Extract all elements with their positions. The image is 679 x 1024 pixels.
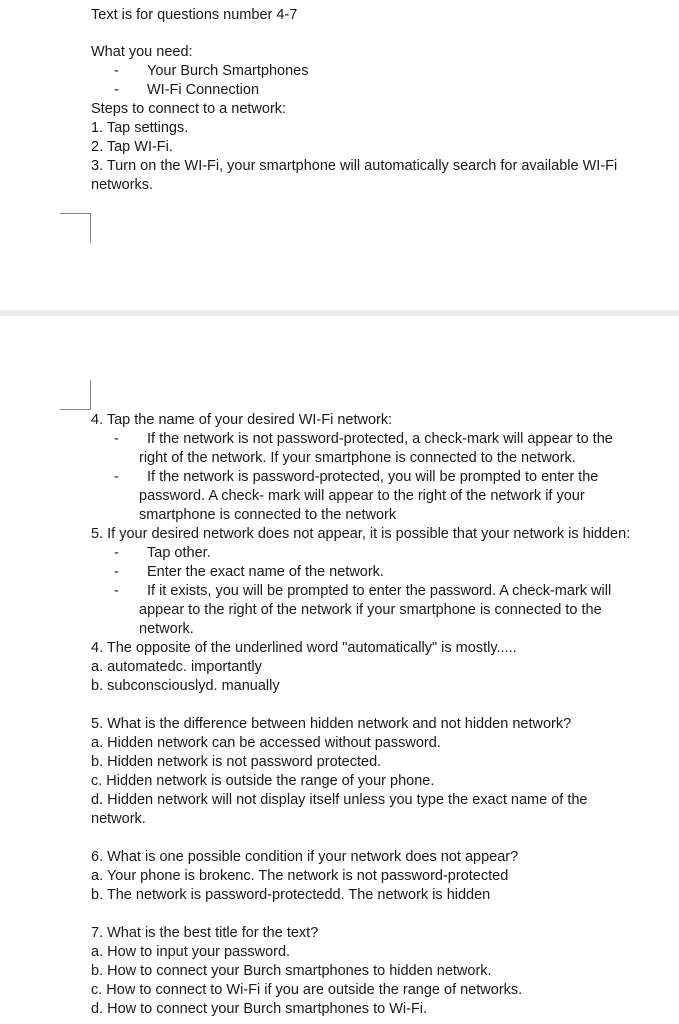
- step-5-bullet-3: If it exists, you will be prompted to enter the password. A check-mark will: [147, 583, 612, 599]
- page-margin-corner: [60, 380, 91, 410]
- question-5-option: c. Hidden network is outside the range of your phone.: [91, 773, 435, 789]
- need-heading: What you need:: [91, 44, 193, 60]
- steps-heading: Steps to connect to a network:: [91, 101, 287, 117]
- step-3: 3. Turn on the WI-Fi, your smartphone will automatically search for available WI-Fi: [91, 158, 618, 174]
- question-5-option: d. Hidden network will not display itself unless you type the exact name of the: [91, 792, 588, 808]
- bullet-dash: -: [114, 63, 119, 79]
- question-4-option: a. automatedc. importantly: [91, 659, 262, 675]
- need-item: WI-Fi Connection: [147, 82, 260, 98]
- step-5-bullet-3-cont: network.: [139, 621, 194, 637]
- step-5-bullet-2: Enter the exact name of the network.: [147, 564, 384, 580]
- step-2: 2. Tap WI-Fi.: [91, 139, 173, 155]
- document-page-2: [0, 316, 679, 1024]
- question-5-option-cont: network.: [91, 811, 146, 827]
- bullet-dash: -: [114, 545, 119, 561]
- step-1: 1. Tap settings.: [91, 120, 189, 136]
- question-6: 6. What is one possible condition if your network does not appear?: [91, 849, 519, 865]
- intro-text: Text is for questions number 4-7: [91, 7, 298, 23]
- question-7-option: c. How to connect to Wi-Fi if you are outside the range of networks.: [91, 982, 523, 998]
- document-page-1: [0, 0, 679, 310]
- page-margin-corner: [60, 213, 91, 243]
- step-4-bullet-2-cont: smartphone is connected to the network: [139, 507, 397, 523]
- question-4-option: b. subconsciouslyd. manually: [91, 678, 280, 694]
- step-4: 4. Tap the name of your desired WI-Fi network:: [91, 412, 393, 428]
- bullet-dash: -: [114, 431, 119, 447]
- question-6-option: a. Your phone is brokenc. The network is not password-protected: [91, 868, 509, 884]
- step-4-bullet-2: If the network is password-protected, you will be prompted to enter the: [147, 469, 599, 485]
- step-3-cont: networks.: [91, 177, 154, 193]
- question-7-option: b. How to connect your Burch smartphones to hidden network.: [91, 963, 492, 979]
- question-7: 7. What is the best title for the text?: [91, 925, 319, 941]
- need-item: Your Burch Smartphones: [147, 63, 309, 79]
- question-4: 4. The opposite of the underlined word "automatically" is mostly.....: [91, 640, 517, 656]
- step-4-bullet-2-cont: password. A check- mark will appear to the right of the network if your: [139, 488, 585, 504]
- step-5-bullet-3-cont: appear to the right of the network if your smartphone is connected to the: [139, 602, 602, 618]
- bullet-dash: -: [114, 469, 119, 485]
- question-5-option: b. Hidden network is not password protected.: [91, 754, 382, 770]
- question-5-option: a. Hidden network can be accessed without password.: [91, 735, 441, 751]
- step-5: 5. If your desired network does not appear, it is possible that your network is hidden:: [91, 526, 631, 542]
- bullet-dash: -: [114, 564, 119, 580]
- step-4-bullet-1: If the network is not password-protected, a check-mark will appear to the: [147, 431, 613, 447]
- bullet-dash: -: [114, 82, 119, 98]
- question-7-option: a. How to input your password.: [91, 944, 291, 960]
- step-4-bullet-1-cont: right of the network. If your smartphone is connected to the network.: [139, 450, 576, 466]
- bullet-dash: -: [114, 583, 119, 599]
- question-6-option: b. The network is password-protectedd. The network is hidden: [91, 887, 491, 903]
- step-5-bullet-1: Tap other.: [147, 545, 211, 561]
- question-5: 5. What is the difference between hidden network and not hidden network?: [91, 716, 572, 732]
- question-7-option: d. How to connect your Burch smartphones to Wi-Fi.: [91, 1001, 428, 1017]
